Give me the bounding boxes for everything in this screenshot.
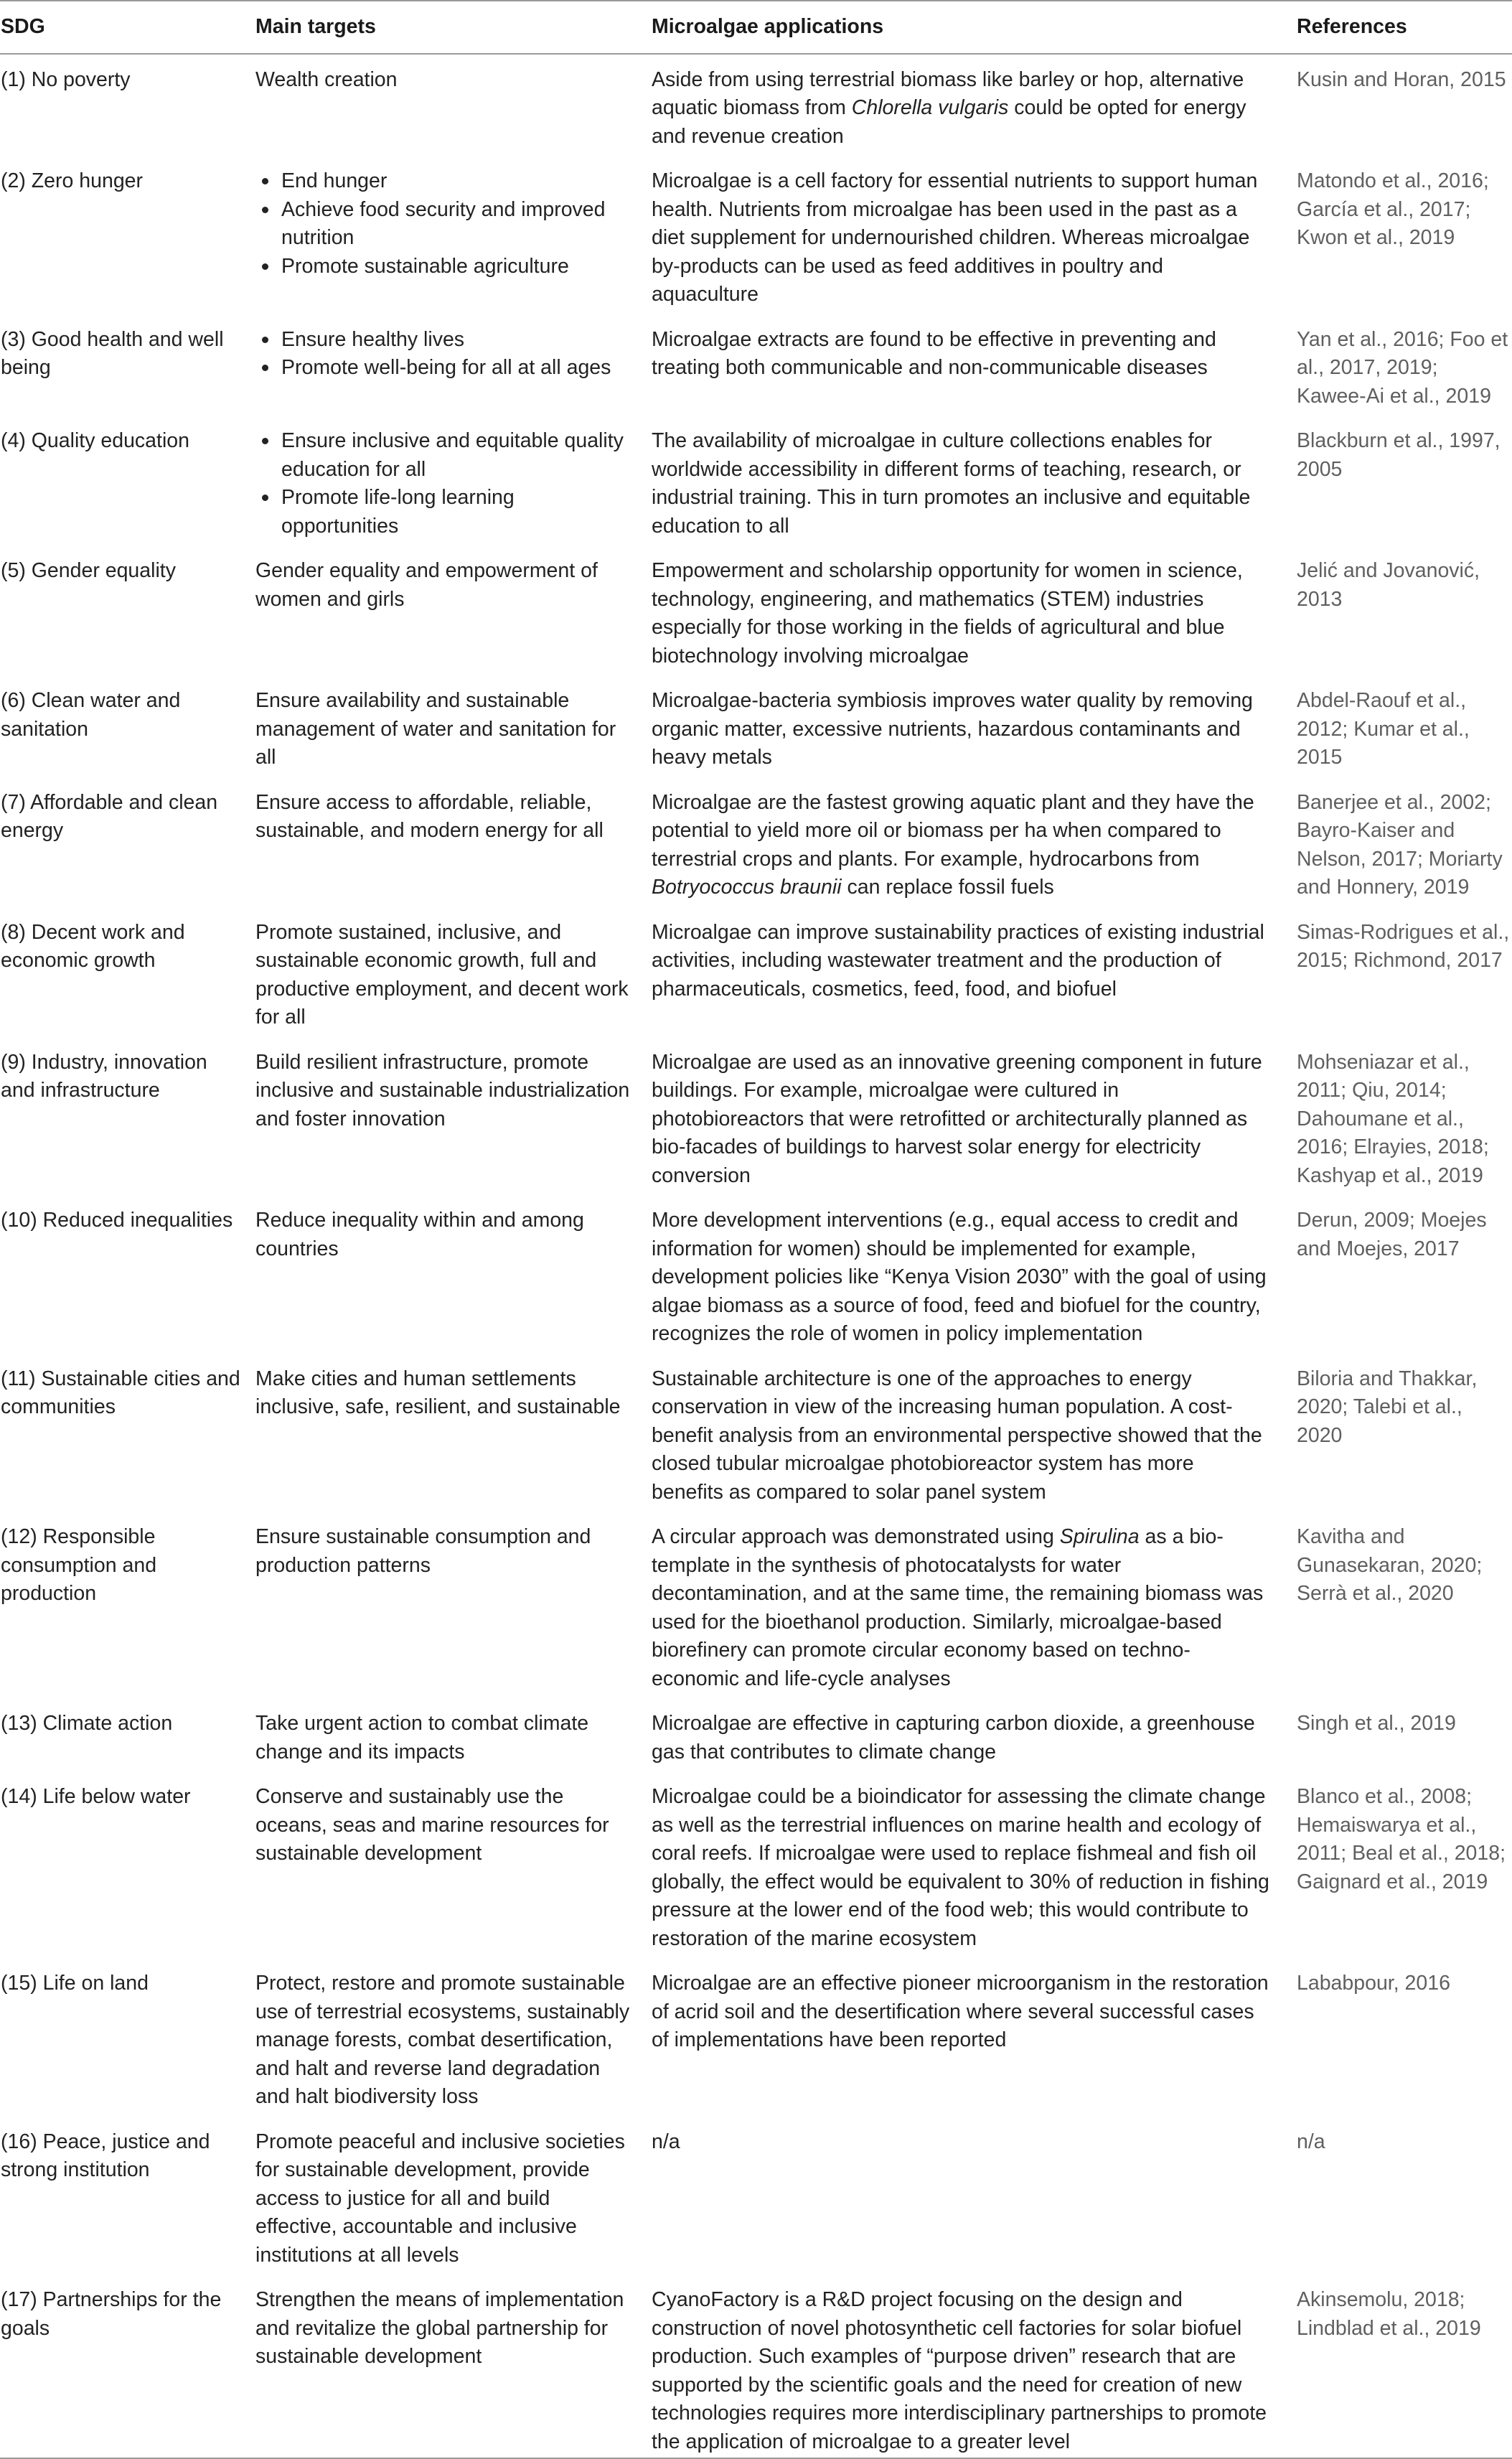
sdg-cell: (4) Quality education	[1, 429, 189, 452]
references-cell: Kusin and Horan, 2015	[1297, 67, 1506, 91]
references-cell: Mohseniazar et al., 2011; Qiu, 2014; Dahoumane et al., 2016; Elrayies, 2018; Kashyap et al., 2019	[1297, 1050, 1489, 1187]
table-row	[0, 904, 1512, 1034]
references-cell: Akinsemolu, 2018; Lindblad et al., 2019	[1296, 2271, 1512, 2458]
sdg-cell: (2) Zero hunger	[1, 169, 144, 192]
application-cell	[650, 1034, 1296, 1192]
application-text: Sustainable architecture is one of the approaches to energy conservation in view of the increasing human population. A cost-benefit analysis from an environmental perspective showed that the closed tubular microalgae photobioreactor system has more benefits as compared to solar panel system	[652, 1367, 1262, 1504]
target-item: Ensure inclusive and equitable quality education for all	[281, 427, 636, 484]
application-cell	[650, 412, 1296, 542]
sdg-cell: (6) Clean water and sanitation	[1, 689, 181, 741]
target-list	[255, 326, 636, 383]
references-cell: Abdel-Raouf et al., 2012; Kumar et al., 2015	[1297, 689, 1470, 769]
main-targets-cell	[253, 1508, 650, 1695]
sdg-cell: (15) Life on land	[1, 1972, 149, 1995]
main-targets-cell	[253, 542, 650, 672]
main-targets-cell	[253, 1768, 650, 1954]
header-microalgae-applications: Microalgae applications	[650, 1, 1296, 54]
application-cell	[650, 1350, 1296, 1509]
table-row	[0, 54, 1512, 153]
species-name: Chlorella vulgaris	[851, 96, 1009, 119]
main-targets-cell	[253, 152, 650, 311]
table-row	[0, 2113, 1512, 2272]
application-text: Empowerment and scholarship opportunity for women in science, technology, engineering, and mathematics (STEM) industries especially for those working in the fields of agricultural and blue biotechnology involving microalgae	[652, 559, 1243, 668]
target-text: Promote sustained, inclusive, and sustainable economic growth, full and productive employment, and decent work for all	[255, 920, 629, 1029]
application-cell	[650, 1768, 1296, 1954]
target-text: Wealth creation	[255, 67, 398, 91]
header-sdg: SDG	[0, 1, 253, 54]
header-references: References	[1296, 1, 1512, 54]
application-text: Microalgae could be a bioindicator for assessing the climate change as well as the terrestrial influences on marine health and ecology of coral reefs. If microalgae were used to replace fishmeal and fish oil globally, the effect would be equivalent to 30% of reduction in fishing pressure at the lower end of the food web; this would contribute to restoration of the marine ecosystem	[652, 1785, 1269, 1950]
sdg-cell: (17) Partnerships for the goals	[0, 2271, 253, 2458]
sdg-cell: (13) Climate action	[1, 1712, 173, 1735]
table-row	[0, 1508, 1512, 1695]
application-cell	[650, 1954, 1296, 2113]
application-cell	[650, 2271, 1296, 2458]
header-row	[0, 1, 1512, 54]
target-text: Ensure availability and sustainable management of water and sanitation for all	[255, 689, 616, 769]
sdg-cell: (1) No poverty	[1, 67, 131, 91]
application-text: CyanoFactory is a R&D project focusing on the design and construction of novel photosynthetic cell factories for solar biofuel production. Such examples of “purpose driven” research that are supported by the scientific goals and the need for creation of new technologies requires more interdisciplinary partnerships to promote the application of microalgae to a greater level	[652, 2288, 1267, 2453]
target-text: Gender equality and empowerment of women and girls	[255, 559, 598, 611]
references-cell: Blanco et al., 2008; Hemaiswarya et al., 2011; Beal et al., 2018; Gaignard et al., 2019	[1297, 1785, 1506, 1893]
application-text: can replace fossil fuels	[841, 876, 1054, 899]
main-targets-cell	[253, 1695, 650, 1768]
application-text: Microalgae-bacteria symbiosis improves water quality by removing organic matter, excessive nutrients, hazardous contaminants and heavy metals	[652, 689, 1253, 769]
target-text: Build resilient infrastructure, promote inclusive and sustainable industrialization and foster innovation	[255, 1050, 630, 1130]
target-list	[255, 167, 636, 281]
target-text: Strengthen the means of implementation and revitalize the global partnership for sustainable development	[255, 2288, 624, 2368]
main-targets-cell	[253, 2271, 650, 2458]
references-cell: Jelić and Jovanović, 2013	[1297, 559, 1480, 611]
sdg-cell: (10) Reduced inequalities	[1, 1209, 233, 1232]
application-text: Microalgae extracts are found to be effective in preventing and treating both communicable and non-communicable diseases	[652, 327, 1216, 379]
application-text: n/a	[652, 2130, 680, 2153]
main-targets-cell	[253, 311, 650, 413]
references-cell: Biloria and Thakkar, 2020; Talebi et al., 2020	[1297, 1367, 1478, 1447]
application-cell	[650, 54, 1296, 153]
sdg-cell: (14) Life below water	[1, 1785, 191, 1808]
references-cell: Yan et al., 2016; Foo et al., 2017, 2019; Kawee-Ai et al., 2019	[1297, 327, 1508, 408]
target-item: End hunger	[281, 167, 636, 196]
table-row	[0, 1954, 1512, 2113]
references-cell: Kavitha and Gunasekaran, 2020; Serrà et al., 2020	[1297, 1525, 1483, 1605]
application-text: as a bio-template in the synthesis of photocatalysts for water decontamination, and at the same time, the remaining biomass was used for the bioethanol production. Similarly, microalgae-based biorefinery can promote circular economy based on techno-economic and life-cycle analyses	[652, 1525, 1264, 1690]
references-cell: Derun, 2009; Moejes and Moejes, 2017	[1297, 1209, 1487, 1260]
application-text: could be opted for energy and revenue creation	[652, 96, 1246, 148]
application-text: Microalgae is a cell factory for essential nutrients to support human health. Nutrients from microalgae has been used in the past as a diet supplement for undernourished children. Whereas microalgae by-products can be used as feed additives in poultry and aquaculture	[652, 169, 1258, 306]
table-row	[0, 1768, 1512, 1954]
references-cell: Singh et al., 2019	[1297, 1712, 1456, 1735]
references-cell: Lababpour, 2016	[1297, 1972, 1450, 1995]
sdg-cell: (9) Industry, innovation and infrastructure	[1, 1050, 207, 1102]
target-item: Promote sustainable agriculture	[281, 253, 636, 281]
application-text: Microalgae are the fastest growing aquatic plant and they have the potential to yield more oil or biomass per ha when compared to terrestrial crops and plants. For example, hydrocarbons from	[652, 790, 1254, 871]
application-text: A circular approach was demonstrated using	[652, 1525, 1060, 1548]
table-row	[0, 412, 1512, 542]
target-text: Conserve and sustainably use the oceans, seas and marine resources for sustainable development	[255, 1785, 609, 1865]
main-targets-cell	[253, 1191, 650, 1350]
target-text: Take urgent action to combat climate change and its impacts	[255, 1712, 589, 1764]
application-cell	[650, 542, 1296, 672]
references-cell: Simas-Rodrigues et al., 2015; Richmond, 2017	[1297, 920, 1510, 972]
sdg-cell: (5) Gender equality	[1, 559, 176, 582]
table-row	[0, 1191, 1512, 1350]
table-row	[0, 1034, 1512, 1192]
header-main-targets: Main targets	[253, 1, 650, 54]
sdg-cell: (7) Affordable and clean energy	[1, 790, 218, 842]
sdg-cell: (3) Good health and well being	[1, 327, 224, 379]
application-text: Microalgae are effective in capturing carbon dioxide, a greenhouse gas that contributes to climate change	[652, 1712, 1255, 1764]
application-text: Aside from using terrestrial biomass like barley or hop, alternative aquatic biomass from	[652, 67, 1244, 119]
application-cell	[650, 1508, 1296, 1695]
table-header	[0, 1, 1512, 54]
application-cell	[650, 774, 1296, 904]
target-text: Ensure sustainable consumption and production patterns	[255, 1525, 591, 1577]
main-targets-cell	[253, 54, 650, 153]
sdg-cell: (16) Peace, justice and strong institution	[1, 2130, 210, 2181]
sdg-cell: (8) Decent work and economic growth	[1, 920, 185, 972]
table-row	[0, 774, 1512, 904]
application-cell	[650, 904, 1296, 1034]
application-text: Microalgae are an effective pioneer microorganism in the restoration of acrid soil and the desertification where several successful cases of implementations have been reported	[652, 1972, 1269, 2051]
table-row	[0, 152, 1512, 311]
table-row	[0, 1350, 1512, 1509]
table-row	[0, 1695, 1512, 1768]
application-text: Microalgae can improve sustainability practices of existing industrial activities, including wastewater treatment and the production of pharmaceuticals, cosmetics, feed, food, and biofuel	[652, 920, 1264, 1001]
target-text: Ensure access to affordable, reliable, sustainable, and modern energy for all	[255, 790, 604, 842]
species-name: Spirulina	[1059, 1525, 1140, 1548]
application-cell	[650, 1191, 1296, 1350]
sdg-cell: (11) Sustainable cities and communities	[1, 1367, 240, 1418]
table-row	[0, 311, 1512, 413]
table-row	[0, 2271, 1512, 2458]
main-targets-cell	[253, 2113, 650, 2272]
application-text: The availability of microalgae in culture collections enables for worldwide accessibility in different forms of teaching, research, or industrial training. This in turn promotes an inclusive and equitable education to all	[652, 429, 1251, 538]
main-targets-cell	[253, 1350, 650, 1509]
main-targets-cell	[253, 672, 650, 774]
references-cell: Blackburn et al., 1997, 2005	[1297, 429, 1501, 481]
application-text: Microalgae are used as an innovative greening component in future buildings. For example, microalgae were cultured in photobioreactors that were retrofitted or architecturally planned as bio-facades of buildings to harvest solar energy for electricity conversion	[652, 1050, 1262, 1187]
target-text: Protect, restore and promote sustainable use of terrestrial ecosystems, sustainably manage forests, combat desertification, and halt and reverse land degradation and halt biodiversity loss	[255, 1972, 630, 2108]
main-targets-cell	[253, 904, 650, 1034]
table-row	[0, 672, 1512, 774]
target-item: Achieve food security and improved nutrition	[281, 196, 636, 253]
target-item: Ensure healthy lives	[281, 326, 636, 355]
references-cell: n/a	[1297, 2130, 1325, 2153]
target-text: Promote peaceful and inclusive societies for sustainable development, provide access to justice for all and build effective, accountable and inclusive institutions at all levels	[255, 2130, 625, 2267]
target-item: Promote life-long learning opportunities	[281, 484, 636, 540]
application-cell	[650, 672, 1296, 774]
application-cell	[650, 152, 1296, 311]
main-targets-cell	[253, 1954, 650, 2113]
application-text: More development interventions (e.g., equal access to credit and information for women) should be implemented for example, development policies like “Kenya Vision 2030” with the goal of using algae biomass as a source of food, feed and biofuel for the country, recognizes the role of women in policy implementation	[652, 1209, 1267, 1345]
main-targets-cell	[253, 774, 650, 904]
main-targets-cell	[253, 412, 650, 542]
application-cell	[650, 311, 1296, 413]
main-targets-cell	[253, 1034, 650, 1192]
references-cell: Banerjee et al., 2002; Bayro-Kaiser and Nelson, 2017; Moriarty and Honnery, 2019	[1297, 790, 1503, 899]
species-name: Botryococcus braunii	[652, 876, 842, 899]
application-cell	[650, 2113, 1296, 2272]
references-cell: Matondo et al., 2016; García et al., 2017; Kwon et al., 2019	[1297, 169, 1489, 249]
target-item: Promote well-being for all at all ages	[281, 354, 636, 383]
target-text: Make cities and human settlements inclusive, safe, resilient, and sustainable	[255, 1367, 621, 1418]
table-body	[0, 54, 1512, 2459]
target-text: Reduce inequality within and among countries	[255, 1209, 584, 1260]
table-row	[0, 542, 1512, 672]
sdg-cell: (12) Responsible consumption and production	[1, 1525, 157, 1605]
application-cell	[650, 1695, 1296, 1768]
target-list	[255, 427, 636, 540]
